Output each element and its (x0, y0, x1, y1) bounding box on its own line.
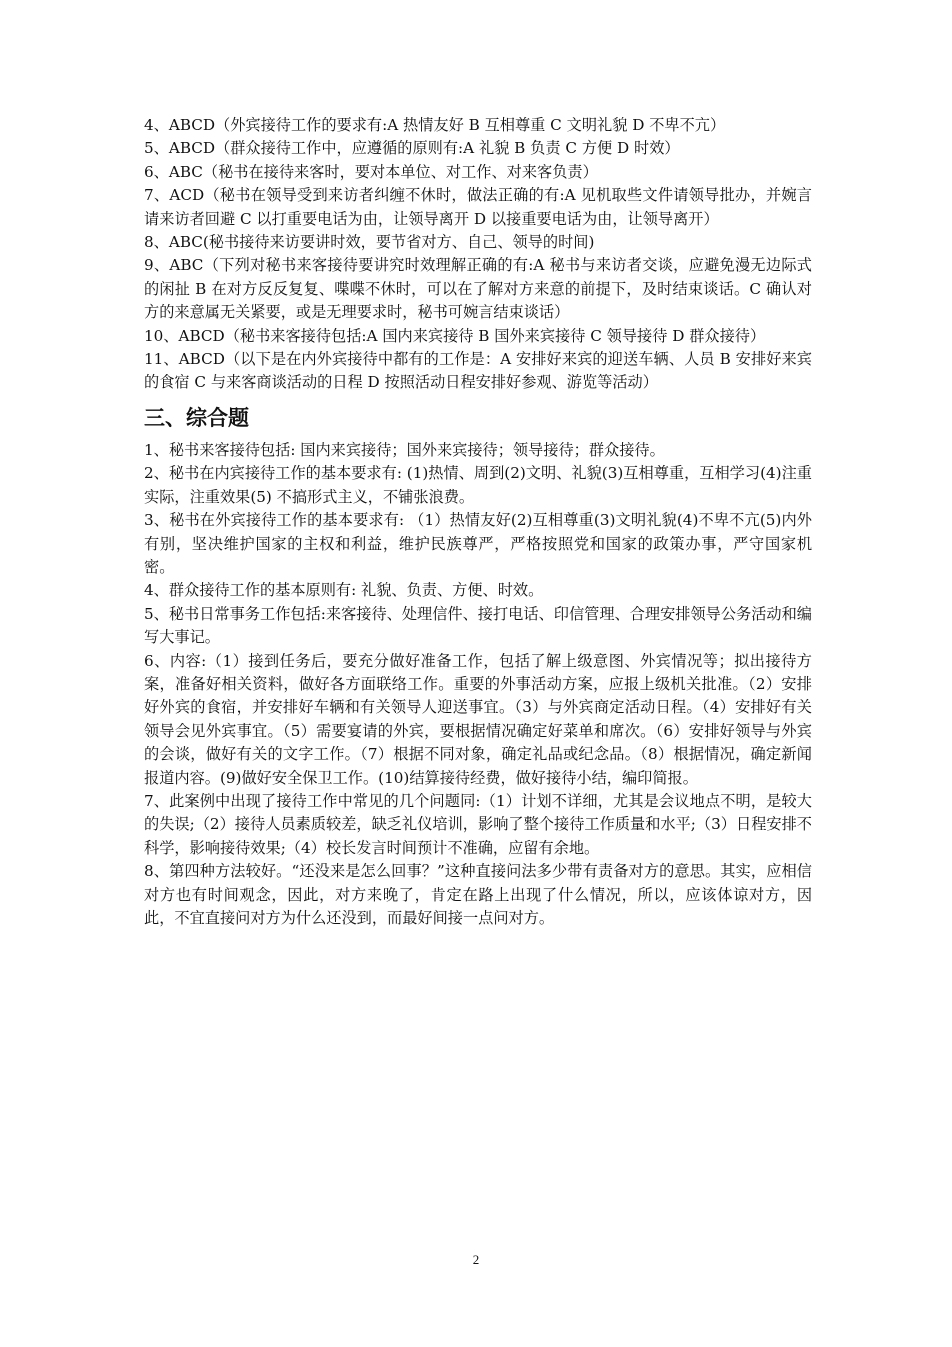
answer-item-11: 11、ABCD（以下是在内外宾接待中都有的工作是：A 安排好来宾的迎送车辆、人员 B 安排好来宾的食宿 C 与来客商谈活动的日程 D 按照活动日程安排好参观、游览等活动） (144, 350, 812, 392)
section-title: 三、综合题 (144, 405, 249, 430)
comprehensive-item-7: 7、此案例中出现了接待工作中常见的几个问题同:（1）计划不详细，尤其是会议地点不明，是较大的失误;（2）接待人员素质较差，缺乏礼仪培训，影响了整个接待工作质量和水平;（3）日程安排不科学，影响接待效果;（4）校长发言时间预计不准确，应留有余地。 (144, 791, 812, 857)
comprehensive-item-3: 3、秘书在外宾接待工作的基本要求有: （1）热情友好(2)互相尊重(3)文明礼貌(4)不卑不亢(5)内外有别，坚决维护国家的主权和利益，维护民族尊严，严格按照党和国家的政策办事，严守国家机密。 (144, 511, 812, 576)
answer-item-6: 6、ABC（秘书在接待来客时，要对本单位、对工作、对来客负责） (144, 162, 598, 181)
comprehensive-item-1: 1、秘书来客接待包括: 国内来宾接待；国外来宾接待；领导接待；群众接待。 (144, 440, 665, 459)
answer-item-4: 4、ABCD（外宾接待工作的要求有:A 热情友好 B 互相尊重 C 文明礼貌 D 不卑不亢） (144, 116, 726, 134)
answer-item-9: 9、ABC（下列对秘书来客接待要讲究时效理解正确的有:A 秘书与来访者交谈，应避免漫无边际式的闲扯 B 在对方反反复复、喋喋不休时，可以在了解对方来意的前提下，及时结束谈话。C 确认对方的来意属无关紧要，或是无理要求时，秘书可婉言结束谈话） (144, 256, 812, 322)
answer-item-10: 10、ABCD（秘书来客接待包括:A 国内来宾接待 B 国外来宾接待 C 领导接待 D 群众接待） (144, 326, 766, 345)
comprehensive-item-2: 2、秘书在内宾接待工作的基本要求有: (1)热情、周到(2)文明、礼貌(3)互相尊重，互相学习(4)注重实际，注重效果(5) 不搞形式主义，不铺张浪费。 (144, 464, 812, 506)
answer-item-5: 5、ABCD（群众接待工作中，应遵循的原则有:A 礼貌 B 负责 C 方便 D 时效） (144, 139, 680, 158)
answer-item-8: 8、ABC(秘书接待来访要讲时效，要节省对方、自己、领导的时间) (144, 233, 595, 252)
comprehensive-item-4: 4、群众接待工作的基本原则有: 礼貌、负责、方便、时效。 (144, 581, 544, 600)
document-body (144, 114, 812, 930)
comprehensive-item-5: 5、秘书日常事务工作包括:来客接待、处理信件、接打电话、印信管理、合理安排领导公务活动和编写大事记。 (144, 604, 812, 647)
comprehensive-item-8: 8、第四种方法较好。“还没来是怎么回事？”这种直接问法多少带有责备对方的意思。其实，应相信对方也有时间观念，因此，对方来晚了，肯定在路上出现了什么情况，所以，应该体谅对方，因此，不宜直接问对方为什么还没到，而最好间接一点问对方。 (144, 862, 812, 927)
answer-item-7: 7、ACD（秘书在领导受到来访者纠缠不休时，做法正确的有:A 见机取些文件请领导批办，并婉言请来访者回避 C 以打重要电话为由，让领导离开 D 以接重要电话为由，让领导离开） (144, 186, 812, 228)
comprehensive-item-6: 6、内容:（1）接到任务后，要充分做好准备工作，包括了解上级意图、外宾情况等；拟出接待方案，准备好相关资料，做好各方面联络工作。重要的外事活动方案，应报上级机关批准。（2）安排好外宾的食宿，并安排好车辆和有关领导人迎送事宜。（3）与外宾商定活动日程。（4）安排好有关领导会见外宾事宜。（5）需要宴请的外宾，要根据情况确定好菜单和席次。（6）安排好领导与外宾的会谈，做好有关的文字工作。（7）根据不同对象，确定礼品或纪念品。（8）根据情况，确定新闻报道内容。(9)做好安全保卫工作。(10)结算接待经费，做好接待小结，编印简报。 (144, 651, 812, 787)
page-number: 2 (472, 1252, 480, 1267)
